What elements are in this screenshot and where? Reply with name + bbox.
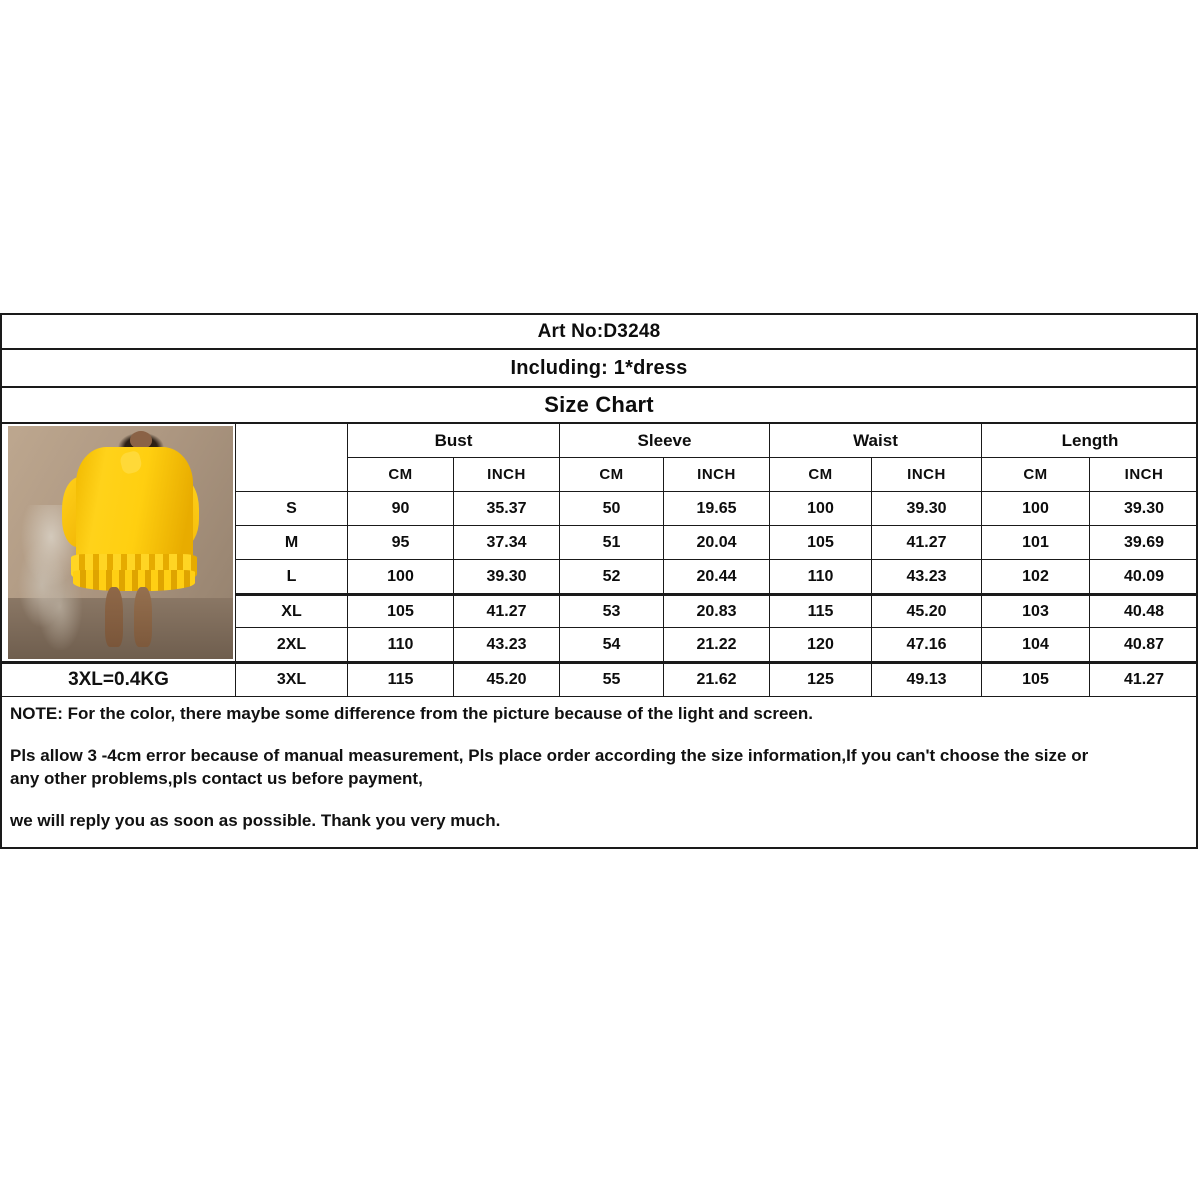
- table-cell-waist-inch: 39.30: [872, 492, 982, 526]
- group-header-length: Length: [982, 424, 1198, 458]
- size-table: [2, 424, 1196, 696]
- note-measurement-error: Pls allow 3 -4cm error because of manual measurement, Pls place order according the size information,If you can't choose the size or: [10, 746, 1089, 766]
- table-cell-length-inch: 39.30: [1090, 492, 1198, 526]
- table-cell-sleeve-inch: 19.65: [664, 492, 770, 526]
- table-cell-length-cm: 105: [982, 662, 1090, 696]
- table-cell-bust-cm: 100: [348, 560, 454, 594]
- table-cell-waist-inch: 45.20: [872, 594, 982, 628]
- table-cell-waist-inch: 41.27: [872, 526, 982, 560]
- unit-header-length-inch: INCH: [1090, 458, 1198, 492]
- model-leg-right: [134, 587, 152, 648]
- group-header-sleeve: Sleeve: [560, 424, 770, 458]
- table-cell-bust-cm: 110: [348, 628, 454, 662]
- table-cell-waist-inch: 49.13: [872, 662, 982, 696]
- unit-header-sleeve-inch: INCH: [664, 458, 770, 492]
- table-cell-bust-inch: 35.37: [454, 492, 560, 526]
- table-cell-length-cm: 100: [982, 492, 1090, 526]
- unit-header-waist-cm: CM: [770, 458, 872, 492]
- table-cell-sleeve-cm: 51: [560, 526, 664, 560]
- table-cell-length-inch: 40.87: [1090, 628, 1198, 662]
- unit-header-bust-inch: INCH: [454, 458, 560, 492]
- table-cell-length-inch: 41.27: [1090, 662, 1198, 696]
- table-cell-length-inch: 39.69: [1090, 526, 1198, 560]
- unit-header-waist-inch: INCH: [872, 458, 982, 492]
- product-photo-cell: [2, 424, 236, 662]
- unit-header-sleeve-cm: CM: [560, 458, 664, 492]
- group-header-waist: Waist: [770, 424, 982, 458]
- unit-header-length-cm: CM: [982, 458, 1090, 492]
- table-cell-sleeve-inch: 21.22: [664, 628, 770, 662]
- table-cell-bust-inch: 41.27: [454, 594, 560, 628]
- table-cell-bust-inch: 37.34: [454, 526, 560, 560]
- table-cell-sleeve-cm: 52: [560, 560, 664, 594]
- size-chart-sheet: [0, 313, 1198, 849]
- table-cell-waist-inch: 43.23: [872, 560, 982, 594]
- table-row-size: XL: [236, 594, 348, 628]
- table-cell-bust-cm: 105: [348, 594, 454, 628]
- table-cell-sleeve-inch: 20.83: [664, 594, 770, 628]
- table-cell-bust-inch: 39.30: [454, 560, 560, 594]
- note-spacer: [10, 790, 1188, 810]
- table-cell-sleeve-cm: 53: [560, 594, 664, 628]
- table-cell-waist-inch: 47.16: [872, 628, 982, 662]
- size-column-header-blank: [236, 424, 348, 492]
- table-cell-length-cm: 104: [982, 628, 1090, 662]
- table-row-size: L: [236, 560, 348, 594]
- table-cell-length-inch: 40.48: [1090, 594, 1198, 628]
- table-cell-waist-cm: 100: [770, 492, 872, 526]
- table-cell-sleeve-inch: 20.44: [664, 560, 770, 594]
- note-contact: any other problems,pls contact us before payment,: [10, 768, 423, 788]
- table-cell-waist-cm: 115: [770, 594, 872, 628]
- note-reply: we will reply you as soon as possible. Thank you very much.: [10, 811, 501, 831]
- table-cell-sleeve-cm: 55: [560, 662, 664, 696]
- note-spacer: [10, 725, 1188, 745]
- table-cell-bust-cm: 95: [348, 526, 454, 560]
- table-cell-sleeve-inch: 20.04: [664, 526, 770, 560]
- table-cell-sleeve-cm: 50: [560, 492, 664, 526]
- table-cell-length-inch: 40.09: [1090, 560, 1198, 594]
- table-row-size: S: [236, 492, 348, 526]
- table-cell-length-cm: 102: [982, 560, 1090, 594]
- weight-note-cell: 3XL=0.4KG: [2, 662, 236, 696]
- table-cell-sleeve-inch: 21.62: [664, 662, 770, 696]
- group-header-bust: Bust: [348, 424, 560, 458]
- table-cell-length-cm: 101: [982, 526, 1090, 560]
- table-cell-waist-cm: 125: [770, 662, 872, 696]
- table-row-size: M: [236, 526, 348, 560]
- size-chart-title-row: Size Chart: [2, 388, 1196, 424]
- table-cell-bust-inch: 45.20: [454, 662, 560, 696]
- table-cell-bust-cm: 115: [348, 662, 454, 696]
- note-color-disclaimer: NOTE: For the color, there maybe some difference from the picture because of the light and screen.: [10, 704, 813, 723]
- notes-section: [2, 696, 1196, 847]
- art-no-row: Art No:D3248: [2, 315, 1196, 350]
- dress-ruffle-lower: [73, 570, 195, 591]
- model-leg-left: [105, 587, 123, 648]
- table-cell-length-cm: 103: [982, 594, 1090, 628]
- product-photo: [8, 426, 233, 659]
- table-cell-bust-cm: 90: [348, 492, 454, 526]
- table-cell-waist-cm: 120: [770, 628, 872, 662]
- including-row: Including: 1*dress: [2, 350, 1196, 388]
- table-cell-bust-inch: 43.23: [454, 628, 560, 662]
- table-cell-sleeve-cm: 54: [560, 628, 664, 662]
- table-row-size: 3XL: [236, 662, 348, 696]
- table-cell-waist-cm: 110: [770, 560, 872, 594]
- table-cell-waist-cm: 105: [770, 526, 872, 560]
- table-row-size: 2XL: [236, 628, 348, 662]
- unit-header-bust-cm: CM: [348, 458, 454, 492]
